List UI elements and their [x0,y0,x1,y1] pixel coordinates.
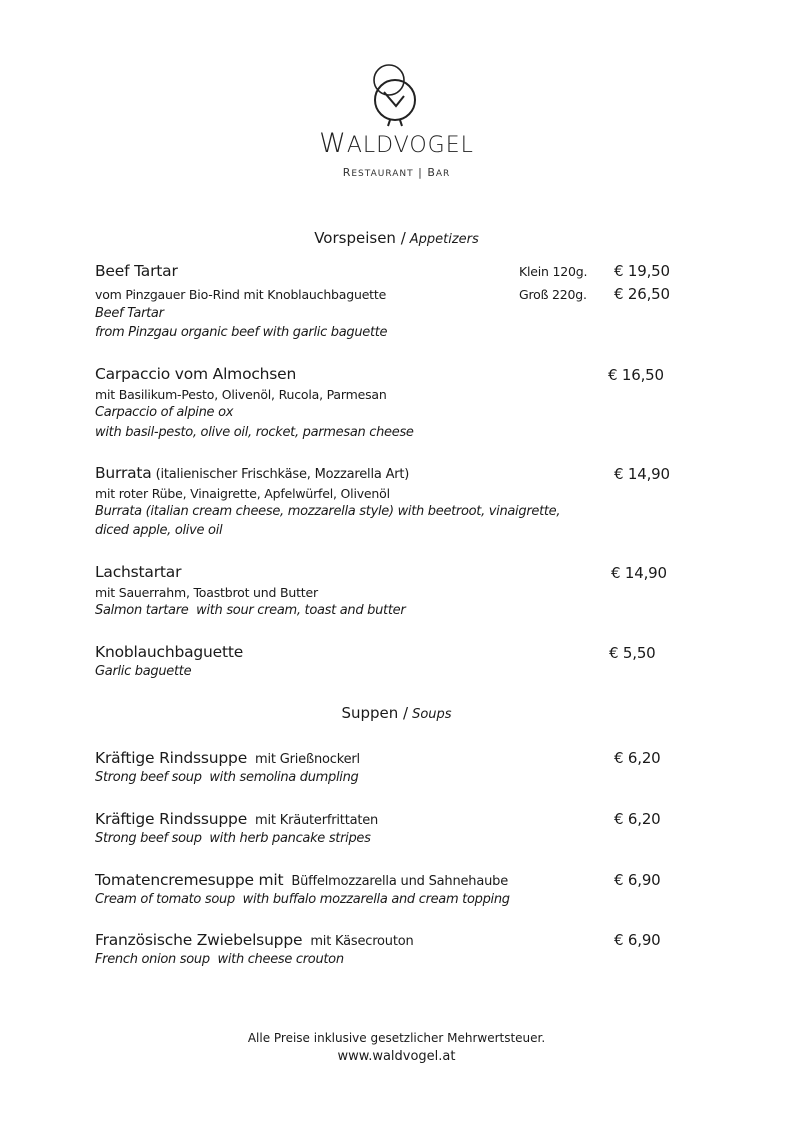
brand-subtitle: RESTAURANT | BAR [342,166,451,179]
item-english-line-2: diced apple, olive oil [95,523,223,538]
brand-name: WALDVOGEL [319,128,474,159]
item-price: € 6,90 [614,931,661,949]
item-description: mit roter Rübe, Vinaigrette, Apfelwürfel, Olivenöl [95,486,390,501]
item-name: Tomatencremesuppe mit Büffelmozzarella und Sahnehaube [95,871,508,889]
item-english-description: with basil-pesto, olive oil, rocket, parmesan cheese [95,425,414,440]
item-english-name: Carpaccio of alpine ox [95,405,234,420]
item-english-name: Beef Tartar [95,306,164,321]
item-name: Carpaccio vom Almochsen [95,365,297,383]
item-name: Kräftige Rindssuppe mit Grießnockerl [95,749,360,767]
item-english-description: from Pinzgau organic beef with garlic baguette [95,325,388,340]
section-heading-appetizers: Vorspeisen / Appetizers [314,229,479,247]
item-name: Knoblauchbaguette [95,643,244,661]
item-english-line-1: Burrata (italian cream cheese, mozzarella style) with beetroot, vinaigrette, [95,504,561,519]
item-price: € 14,90 [614,465,670,483]
website-link[interactable]: www.waldvogel.at [337,1049,456,1064]
item-english-line: French onion soup with cheese crouton [95,952,344,967]
price-small: € 19,50 [614,262,670,280]
item-price: € 16,50 [608,366,664,384]
item-price: € 6,20 [614,749,661,767]
item-english-line: Strong beef soup with herb pancake stripes [95,831,371,846]
item-description: mit Basilikum-Pesto, Olivenöl, Rucola, Parmesan [95,387,387,402]
item-price: € 6,20 [614,810,661,828]
item-name: Lachstartar [95,563,182,581]
item-english-line: Strong beef soup with semolina dumpling [95,770,359,785]
item-name: Beef Tartar [95,262,178,280]
size-large: Groß 220g. [519,287,587,302]
price-large: € 26,50 [614,285,670,303]
item-english-line: Cream of tomato soup with buffalo mozzarella and cream topping [95,892,510,907]
size-small: Klein 120g. [519,264,588,279]
item-name: Französische Zwiebelsuppe mit Käsecrouton [95,931,414,949]
item-description: mit Sauerrahm, Toastbrot und Butter [95,585,318,600]
item-description: vom Pinzgauer Bio-Rind mit Knoblauchbaguette [95,287,387,302]
vat-note: Alle Preise inklusive gesetzlicher Mehrwertsteuer. [247,1031,546,1045]
item-name: Kräftige Rindssuppe mit Kräuterfrittaten [95,810,379,828]
item-price: € 5,50 [609,644,656,662]
item-english-name: Garlic baguette [95,664,192,679]
item-english-line: Salmon tartare with sour cream, toast and butter [95,603,406,618]
item-price: € 14,90 [611,564,667,582]
item-price: € 6,90 [614,871,661,889]
section-heading-soups: Suppen / Soups [341,704,452,722]
item-name: Burrata (italienischer Frischkäse, Mozzarella Art) [95,464,410,482]
bird-logo-icon [366,62,426,132]
